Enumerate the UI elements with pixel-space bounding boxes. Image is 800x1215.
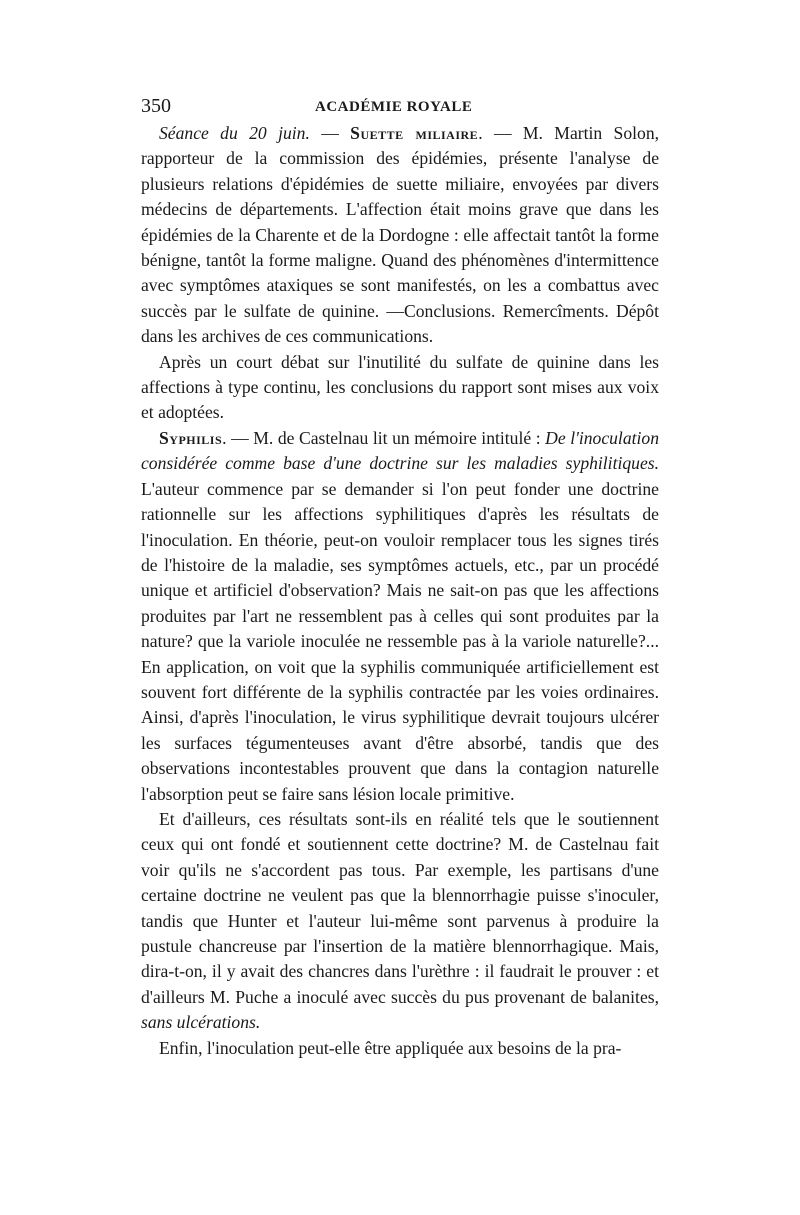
paragraph-text: L'auteur commence par se demander si l'on peut fonder une doctrine rationnelle sur les affections syphilitiques d'après les résultats de l'inoculation. En théorie, peut-on vouloir remplacer tous les signes tirés de l'histoire de la maladie, ses symptômes actuels, etc., par un procédé unique et artificiel d'observation? Mais ne sait-on pas que les affections produites par l'art ne ressemblent pas à celles qui sont produites par la nature? que la variole inoculée ne ressemble pas à la variole naturelle?... En application, on voit que la syphilis communiquée artificiellement est souvent fort différente de la syphilis contractée par les voies ordinaires. Ainsi, d'après l'inoculation, le virus syphilitique devrait toujours ulcérer les surfaces tégumenteuses avant d'être absorbé, tandis que des observations incontestables prouvent que dans la contagion naturelle l'absorption peut se faire sans lésion locale primitive.	[141, 478, 659, 804]
memoir-intro: M. de Castelnau lit un mémoire intitulé :	[253, 427, 546, 448]
topic-syphilis: Syphilis	[159, 427, 223, 448]
paragraph-debate: Après un court débat sur l'inutilité du sulfate de quinine dans les affections à type continu, les conclusions du rapport sont mises aux voix et adoptées.	[141, 351, 659, 423]
memoir-title: De l'inoculation considérée comme base d'une doctrine sur les maladies syphilitiques.	[141, 427, 659, 474]
page-number: 350	[141, 95, 171, 117]
separator: . —	[222, 427, 254, 448]
page-header	[141, 93, 659, 119]
italic-ending: sans ulcérations.	[141, 1012, 261, 1033]
book-page	[141, 93, 659, 1061]
paragraph-text: M. Martin Solon, rapporteur de la commission des épidémies, présente l'analyse de plusieurs relations d'épidémies de suette miliaire, envoyées par divers médecins de départements. L'affection était moins grave que dans les épidémies de la Charente et de la Dordogne : elle affectait tantôt la forme bénigne, tantôt la forme maligne. Quand des phénomènes d'intermittence avec symptômes ataxiques se sont manifestés, on les a combattus avec succès par le sulfate de quinine. —Conclusions. Remercîments. Dépôt dans les archives de ces communications.	[141, 123, 660, 347]
paragraph-text: Et d'ailleurs, ces résultats sont-ils en réalité tels que le soutiennent ceux qui ont fondé et soutiennent cette doctrine? M. de Castelnau fait voir qu'ils ne s'accordent pas tous. Par exemple, les partisans d'une certaine doctrine ne veulent pas que la blennorrhagie puisse s'inoculer, tandis que Hunter et l'auteur lui-même sont parvenus à produire la pustule chancreuse par l'insertion de la matière blennorrhagique. Mais, dira-t-on, il y avait des chancres dans l'urèthre : il faudrait le prouver : et d'ailleurs M. Puche a inoculé avec succès du pus provenant de balanites,	[141, 808, 659, 1007]
separator: —	[309, 123, 351, 143]
separator: . —	[478, 123, 523, 143]
page-body	[141, 121, 659, 1061]
paragraph-syphilis	[141, 426, 659, 807]
running-head: ACADÉMIE ROYALE	[315, 99, 473, 115]
paragraph-inoculation: Enfin, l'inoculation peut-elle être appliquée aux besoins de la pra-	[159, 1037, 622, 1058]
session-date: Séance du 20 juin.	[159, 123, 310, 143]
paragraph-results	[141, 807, 659, 1036]
paragraph-suette-miliaire	[141, 121, 659, 350]
topic-suette-miliaire: Suette miliaire	[350, 123, 479, 143]
